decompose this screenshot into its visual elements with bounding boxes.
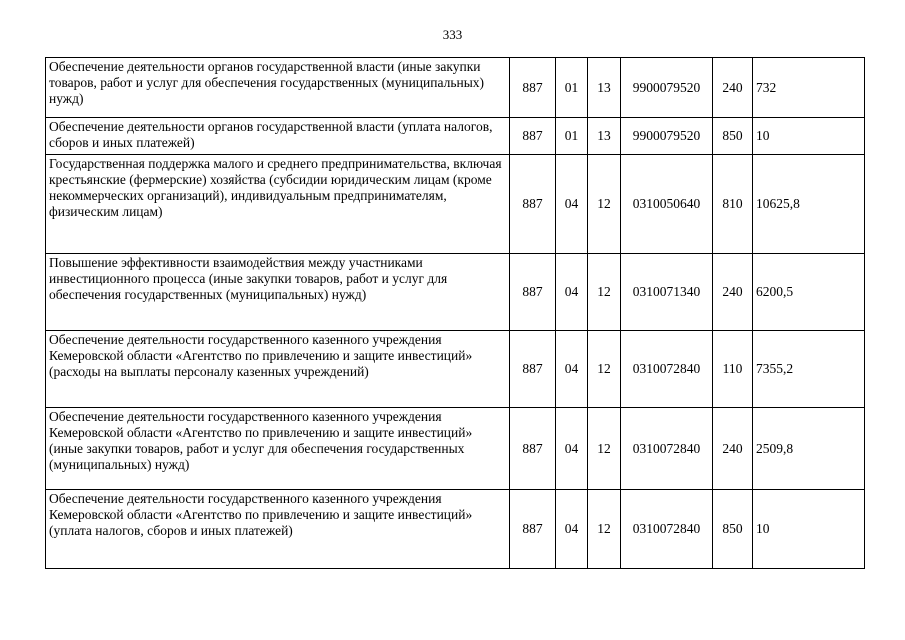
target-article-code: 0310072840 — [621, 490, 713, 569]
expense-type-code: 850 — [713, 118, 753, 155]
target-article-code: 0310072840 — [621, 408, 713, 490]
amount: 6200,5 — [753, 254, 865, 331]
amount: 10625,8 — [753, 155, 865, 254]
table-row — [46, 490, 865, 569]
expense-name: Обеспечение деятельности органов государственной власти (уплата налогов, сборов и иных платежей) — [46, 118, 510, 155]
section-code: 04 — [556, 408, 588, 490]
section-code: 01 — [556, 58, 588, 118]
table-row — [46, 118, 865, 155]
subsection-code: 13 — [588, 58, 621, 118]
expense-type-code: 850 — [713, 490, 753, 569]
expense-name: Обеспечение деятельности органов государственной власти (иные закупки товаров, работ и услуг для обеспечения государственных (муниципальных) нужд) — [46, 58, 510, 118]
target-article-code: 9900079520 — [621, 58, 713, 118]
table-row — [46, 58, 865, 118]
target-article-code: 0310050640 — [621, 155, 713, 254]
ministry-code: 887 — [510, 118, 556, 155]
subsection-code: 12 — [588, 408, 621, 490]
section-code: 04 — [556, 490, 588, 569]
section-code: 04 — [556, 331, 588, 408]
subsection-code: 13 — [588, 118, 621, 155]
expense-type-code: 240 — [713, 408, 753, 490]
expense-type-code: 110 — [713, 331, 753, 408]
expense-type-code: 240 — [713, 254, 753, 331]
expense-type-code: 810 — [713, 155, 753, 254]
ministry-code: 887 — [510, 155, 556, 254]
expense-name: Обеспечение деятельности государственного казенного учреждения Кемеровской области «Агентство по привлечению и защите инвестиций» (расходы на выплаты персоналу казенных учреждений) — [46, 331, 510, 408]
subsection-code: 12 — [588, 155, 621, 254]
table-row — [46, 254, 865, 331]
ministry-code: 887 — [510, 490, 556, 569]
table-row — [46, 408, 865, 490]
table-row — [46, 331, 865, 408]
section-code: 04 — [556, 155, 588, 254]
table-row — [46, 155, 865, 254]
expense-name: Государственная поддержка малого и среднего предпринимательства, включая крестьянские (фермерские) хозяйства (субсидии юридическим лицам (кроме некоммерческих организаций), индивидуальным предпринимателям, физическим лицам) — [46, 155, 510, 254]
expense-type-code: 240 — [713, 58, 753, 118]
budget-table — [45, 57, 865, 569]
subsection-code: 12 — [588, 254, 621, 331]
ministry-code: 887 — [510, 254, 556, 331]
amount: 10 — [753, 118, 865, 155]
amount: 2509,8 — [753, 408, 865, 490]
subsection-code: 12 — [588, 331, 621, 408]
target-article-code: 9900079520 — [621, 118, 713, 155]
amount: 7355,2 — [753, 331, 865, 408]
expense-name: Обеспечение деятельности государственного казенного учреждения Кемеровской области «Агентство по привлечению и защите инвестиций» (иные закупки товаров, работ и услуг для обеспечения государственных (муниципальных) нужд) — [46, 408, 510, 490]
expense-name: Повышение эффективности взаимодействия между участниками инвестиционного процесса (иные закупки товаров, работ и услуг для обеспечения государственных (муниципальных) нужд) — [46, 254, 510, 331]
ministry-code: 887 — [510, 58, 556, 118]
subsection-code: 12 — [588, 490, 621, 569]
expense-name: Обеспечение деятельности государственного казенного учреждения Кемеровской области «Агентство по привлечению и защите инвестиций» (уплата налогов, сборов и иных платежей) — [46, 490, 510, 569]
ministry-code: 887 — [510, 331, 556, 408]
section-code: 01 — [556, 118, 588, 155]
target-article-code: 0310072840 — [621, 331, 713, 408]
ministry-code: 887 — [510, 408, 556, 490]
target-article-code: 0310071340 — [621, 254, 713, 331]
page-number: 333 — [442, 27, 463, 42]
section-code: 04 — [556, 254, 588, 331]
amount: 10 — [753, 490, 865, 569]
amount: 732 — [753, 58, 865, 118]
